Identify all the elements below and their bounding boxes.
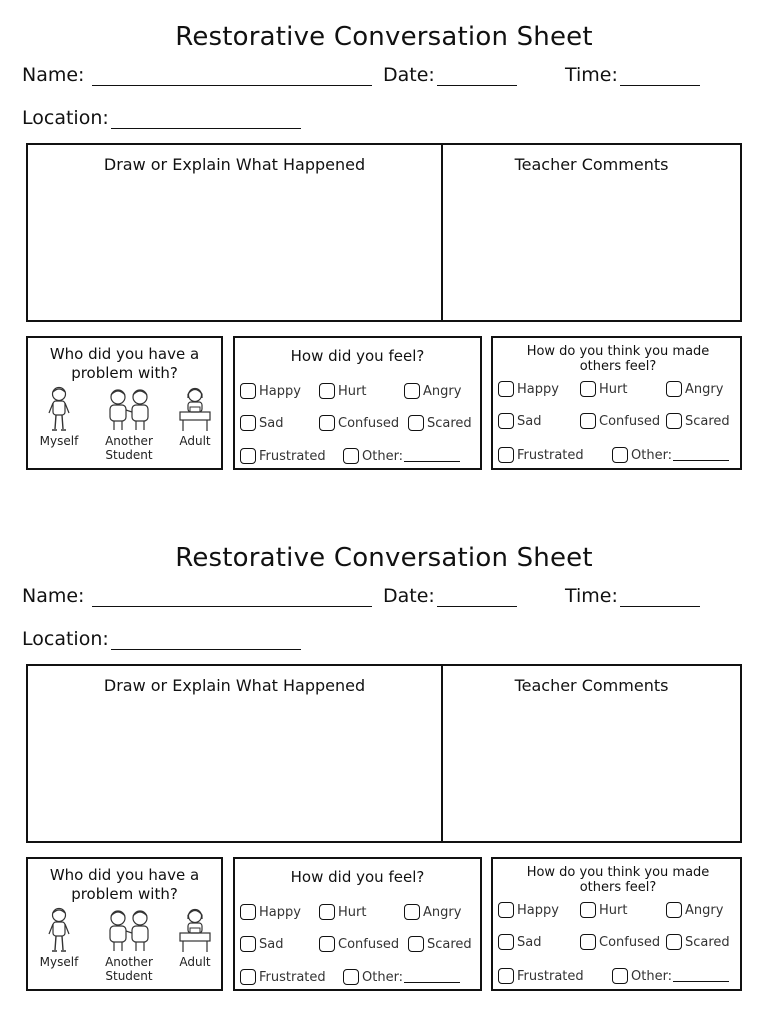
checkbox-angry[interactable] [666, 381, 723, 397]
checkbox-label: Angry [423, 383, 462, 399]
other-blank[interactable] [404, 450, 460, 462]
checkbox-square[interactable] [666, 902, 682, 918]
child-icon [47, 907, 71, 953]
location-field[interactable] [22, 628, 301, 650]
date-label: Date: [383, 64, 435, 86]
date-label: Date: [383, 585, 435, 607]
checkbox-square[interactable] [404, 383, 420, 399]
location-field[interactable] [22, 107, 301, 129]
checkbox-label: Happy [517, 381, 559, 397]
checkbox-label: Angry [685, 902, 724, 918]
checkbox-scared[interactable] [666, 934, 730, 950]
checkbox-sad[interactable] [498, 413, 541, 429]
checkbox-label: Angry [423, 904, 462, 920]
checkbox-other[interactable] [343, 969, 460, 985]
checkbox-square[interactable] [240, 936, 256, 952]
conversation-sheet [0, 0, 768, 512]
draw-panel-heading: Draw or Explain What Happened [103, 155, 366, 174]
other-blank[interactable] [673, 449, 729, 461]
checkbox-square[interactable] [240, 969, 256, 985]
checkbox-scared[interactable] [408, 936, 472, 952]
checkbox-square[interactable] [319, 936, 335, 952]
checkbox-square[interactable] [408, 936, 424, 952]
option-adult[interactable] [170, 386, 220, 448]
checkbox-label: Hurt [599, 902, 628, 918]
checkbox-label: Confused [338, 936, 400, 952]
checkbox-label: Frustrated [517, 968, 584, 984]
checkbox-confused[interactable] [319, 936, 399, 952]
checkbox-happy[interactable] [240, 383, 301, 399]
who-box [26, 336, 223, 470]
checkbox-square[interactable] [319, 415, 335, 431]
checkbox-label: Sad [259, 936, 284, 952]
others-feel-box [491, 336, 742, 470]
checkbox-label: Confused [599, 934, 661, 950]
time-blank[interactable] [620, 590, 700, 607]
checkbox-label: Sad [517, 934, 542, 950]
two-children-icon [104, 907, 154, 953]
date-field[interactable] [383, 64, 517, 86]
checkbox-square[interactable] [580, 902, 596, 918]
other-blank[interactable] [404, 971, 460, 983]
two-children-icon [104, 386, 154, 432]
checkbox-sad[interactable] [498, 934, 541, 950]
checkbox-label: Other: [362, 969, 404, 985]
location-blank[interactable] [111, 112, 301, 129]
checkbox-other[interactable] [612, 447, 729, 463]
time-field[interactable] [565, 64, 700, 86]
checkbox-square[interactable] [498, 968, 514, 984]
checkbox-label: Sad [517, 413, 542, 429]
writing-panels [26, 143, 742, 322]
checkbox-square[interactable] [498, 902, 514, 918]
checkbox-hurt[interactable] [580, 902, 627, 918]
option-another-student[interactable] [96, 907, 162, 983]
feel-question: How did you feel? [290, 347, 425, 365]
other-blank[interactable] [673, 970, 729, 982]
checkbox-frustrated[interactable] [498, 968, 584, 984]
checkbox-confused[interactable] [580, 413, 660, 429]
others-feel-question: How do you think you made others feel? [526, 344, 710, 374]
checkbox-label: Scared [685, 934, 730, 950]
child-icon [47, 386, 71, 432]
checkbox-label: Scared [427, 936, 472, 952]
checkbox-frustrated[interactable] [498, 447, 584, 463]
option-label: Myself [39, 955, 79, 969]
sheet-title: Restorative Conversation Sheet [175, 543, 593, 573]
checkbox-square[interactable] [408, 415, 424, 431]
checkbox-hurt[interactable] [580, 381, 627, 397]
checkbox-square[interactable] [498, 413, 514, 429]
name-blank[interactable] [92, 590, 372, 607]
checkbox-square[interactable] [319, 904, 335, 920]
who-box [26, 857, 223, 991]
checkbox-confused[interactable] [319, 415, 399, 431]
checkbox-label: Scared [685, 413, 730, 429]
checkbox-square[interactable] [240, 415, 256, 431]
checkbox-square[interactable] [240, 904, 256, 920]
teacher-icon [178, 386, 212, 432]
time-label: Time: [565, 585, 618, 607]
writing-panels [26, 664, 742, 843]
option-myself[interactable] [34, 907, 84, 969]
sheet-title: Restorative Conversation Sheet [175, 22, 593, 52]
checkbox-square[interactable] [666, 413, 682, 429]
checkbox-square[interactable] [343, 969, 359, 985]
checkbox-square[interactable] [498, 934, 514, 950]
checkbox-label: Happy [517, 902, 559, 918]
checkbox-square[interactable] [580, 413, 596, 429]
checkbox-hurt[interactable] [319, 383, 366, 399]
checkbox-square[interactable] [666, 381, 682, 397]
checkbox-scared[interactable] [666, 413, 730, 429]
checkbox-square[interactable] [498, 447, 514, 463]
checkbox-other[interactable] [612, 968, 729, 984]
checkbox-label: Hurt [338, 904, 367, 920]
checkbox-square[interactable] [580, 381, 596, 397]
date-blank[interactable] [437, 69, 517, 86]
name-blank[interactable] [92, 69, 372, 86]
checkbox-happy[interactable] [240, 904, 301, 920]
checkbox-square[interactable] [666, 934, 682, 950]
time-field[interactable] [565, 585, 700, 607]
checkbox-label: Sad [259, 415, 284, 431]
teacher-comments-heading: Teacher Comments [514, 676, 669, 695]
checkbox-label: Scared [427, 415, 472, 431]
checkbox-square[interactable] [343, 448, 359, 464]
location-label: Location: [22, 628, 109, 650]
who-question: Who did you have a problem with? [49, 866, 200, 903]
teacher-comments-heading: Teacher Comments [514, 155, 669, 174]
others-feel-question: How do you think you made others feel? [526, 865, 710, 895]
name-label: Name: [22, 585, 85, 607]
checkbox-frustrated[interactable] [240, 969, 326, 985]
name-field[interactable] [22, 585, 372, 607]
checkbox-confused[interactable] [580, 934, 660, 950]
checkbox-label: Hurt [599, 381, 628, 397]
checkbox-label: Hurt [338, 383, 367, 399]
option-label: Adult [179, 434, 211, 448]
checkbox-label: Other: [631, 968, 673, 984]
who-question: Who did you have a problem with? [49, 345, 200, 382]
checkbox-angry[interactable] [404, 383, 461, 399]
option-myself[interactable] [34, 386, 84, 448]
checkbox-frustrated[interactable] [240, 448, 326, 464]
checkbox-angry[interactable] [666, 902, 723, 918]
checkbox-label: Frustrated [259, 448, 326, 464]
others-feel-box [491, 857, 742, 991]
conversation-sheet [0, 521, 768, 1033]
checkbox-angry[interactable] [404, 904, 461, 920]
checkbox-square[interactable] [240, 383, 256, 399]
option-another-student[interactable] [96, 386, 162, 462]
checkbox-other[interactable] [343, 448, 460, 464]
checkbox-square[interactable] [404, 904, 420, 920]
checkbox-happy[interactable] [498, 902, 559, 918]
checkbox-label: Frustrated [517, 447, 584, 463]
feel-box [233, 857, 482, 991]
time-blank[interactable] [620, 69, 700, 86]
checkbox-label: Other: [631, 447, 673, 463]
teacher-icon [178, 907, 212, 953]
checkbox-square[interactable] [498, 381, 514, 397]
option-label: Adult [179, 955, 211, 969]
checkbox-scared[interactable] [408, 415, 472, 431]
checkbox-happy[interactable] [498, 381, 559, 397]
option-label: Another Student [105, 434, 153, 462]
option-adult[interactable] [170, 907, 220, 969]
date-field[interactable] [383, 585, 517, 607]
location-label: Location: [22, 107, 109, 129]
checkbox-sad[interactable] [240, 415, 283, 431]
draw-panel-heading: Draw or Explain What Happened [103, 676, 366, 695]
checkbox-label: Angry [685, 381, 724, 397]
checkbox-label: Confused [338, 415, 400, 431]
name-field[interactable] [22, 64, 372, 86]
date-blank[interactable] [437, 590, 517, 607]
feel-question: How did you feel? [290, 868, 425, 886]
option-label: Myself [39, 434, 79, 448]
checkbox-square[interactable] [612, 968, 628, 984]
checkbox-label: Happy [259, 383, 301, 399]
checkbox-label: Other: [362, 448, 404, 464]
checkbox-square[interactable] [612, 447, 628, 463]
checkbox-label: Confused [599, 413, 661, 429]
checkbox-square[interactable] [319, 383, 335, 399]
checkbox-sad[interactable] [240, 936, 283, 952]
checkbox-label: Frustrated [259, 969, 326, 985]
checkbox-label: Happy [259, 904, 301, 920]
checkbox-square[interactable] [580, 934, 596, 950]
time-label: Time: [565, 64, 618, 86]
location-blank[interactable] [111, 633, 301, 650]
option-label: Another Student [105, 955, 153, 983]
checkbox-square[interactable] [240, 448, 256, 464]
checkbox-hurt[interactable] [319, 904, 366, 920]
name-label: Name: [22, 64, 85, 86]
feel-box [233, 336, 482, 470]
